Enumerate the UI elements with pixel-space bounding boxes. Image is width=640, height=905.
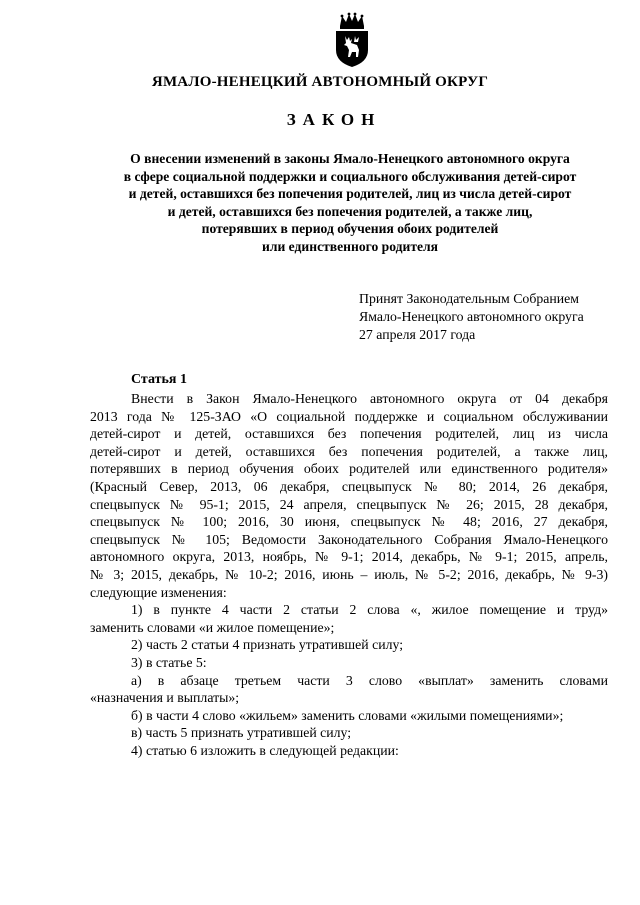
item-3c: в) часть 5 признать утратившей силу; bbox=[131, 725, 352, 741]
title-line: О внесении изменений в законы Ямало-Ненецкого автономного округа bbox=[130, 151, 570, 166]
title-line: или единственного родителя bbox=[261, 238, 439, 254]
text-line: «назначения и выплаты»; bbox=[90, 690, 240, 706]
coat-of-arms-icon bbox=[331, 12, 373, 68]
text-line: следующие изменения: bbox=[90, 584, 227, 600]
adoption-date: 27 апреля 2017 года bbox=[359, 327, 476, 342]
text-line: спецвыпуск № 95-1; 2015, 24 апреля, спецвыпуск № 26; 2015, 28 декабря, bbox=[90, 496, 608, 512]
text-line: 1) в пункте 4 части 2 статьи 2 слова «, жилое помещение и труд» bbox=[131, 602, 608, 618]
item-3: 3) в статье 5: bbox=[131, 654, 207, 670]
adoption-line: Принят Законодательным Собранием bbox=[359, 291, 579, 306]
text-line: спецвыпуск № 105; Ведомости Законодательного Собрания Ямало-Ненецкого bbox=[90, 531, 608, 547]
text-line: заменить словами «и жилое помещение»; bbox=[90, 619, 335, 635]
text-line: а) в абзаце третьем части 3 слово «выплат» заменить словами bbox=[131, 672, 608, 688]
title-line: в сфере социальной поддержки и социального обслуживания детей-сирот bbox=[123, 168, 577, 184]
item-3a bbox=[90, 672, 608, 707]
text-line: автономного округа, 2013, ноябрь, № 9-1; 2014, декабрь, № 9-1; 2015, апрель, bbox=[90, 549, 608, 565]
text-line: спецвыпуск № 100; 2016, 30 июня, спецвыпуск № 48; 2016, 27 декабря, bbox=[90, 514, 608, 530]
article-heading: Статья 1 bbox=[131, 372, 187, 387]
text-line: (Красный Север, 2013, 06 декабря, спецвыпуск № 80; 2014, 26 декабря, bbox=[90, 478, 608, 494]
law-title bbox=[60, 150, 640, 256]
item-3b: б) в части 4 слово «жильем» заменить словами «жилыми помещениями»; bbox=[131, 707, 564, 723]
text-line: потерявших в период обучения обоих родителей или единственного родителя» bbox=[90, 461, 608, 477]
adoption-note bbox=[359, 290, 629, 344]
text-line: 2013 года № 125-ЗАО «О социальной поддержке и социальном обслуживании bbox=[90, 408, 608, 424]
title-line: и детей, оставшихся без попечения родителей, а также лиц, bbox=[167, 203, 533, 219]
article-body bbox=[90, 390, 608, 759]
title-line: потерявших в период обучения обоих родителей bbox=[201, 221, 499, 237]
text-line: детей-сирот и детей, оставшихся без попечения родителей, лиц из числа bbox=[90, 426, 608, 442]
article-intro bbox=[90, 390, 608, 601]
text-line: детей-сирот и детей, оставшихся без попечения родителей, а также лиц, bbox=[90, 443, 608, 459]
item-4: 4) статью 6 изложить в следующей редакции: bbox=[131, 742, 399, 758]
item-1 bbox=[90, 601, 608, 636]
text-line: № 3; 2015, декабрь, № 10-2; 2016, июнь – июль, № 5-2; 2016, декабрь, № 9-3) bbox=[90, 566, 608, 582]
item-2: 2) часть 2 статьи 4 признать утратившей силу; bbox=[131, 637, 404, 653]
title-line: и детей, оставшихся без попечения родителей, лиц из числа детей-сирот bbox=[128, 186, 572, 202]
region-name: ЯМАЛО-НЕНЕЦКИЙ АВТОНОМНЫЙ ОКРУГ bbox=[151, 74, 489, 90]
text-line: Внести в Закон Ямало-Ненецкого автономного округа от 04 декабря bbox=[131, 391, 608, 406]
adoption-line: Ямало-Ненецкого автономного округа bbox=[359, 309, 584, 324]
document-type: ЗАКОН bbox=[286, 110, 382, 129]
